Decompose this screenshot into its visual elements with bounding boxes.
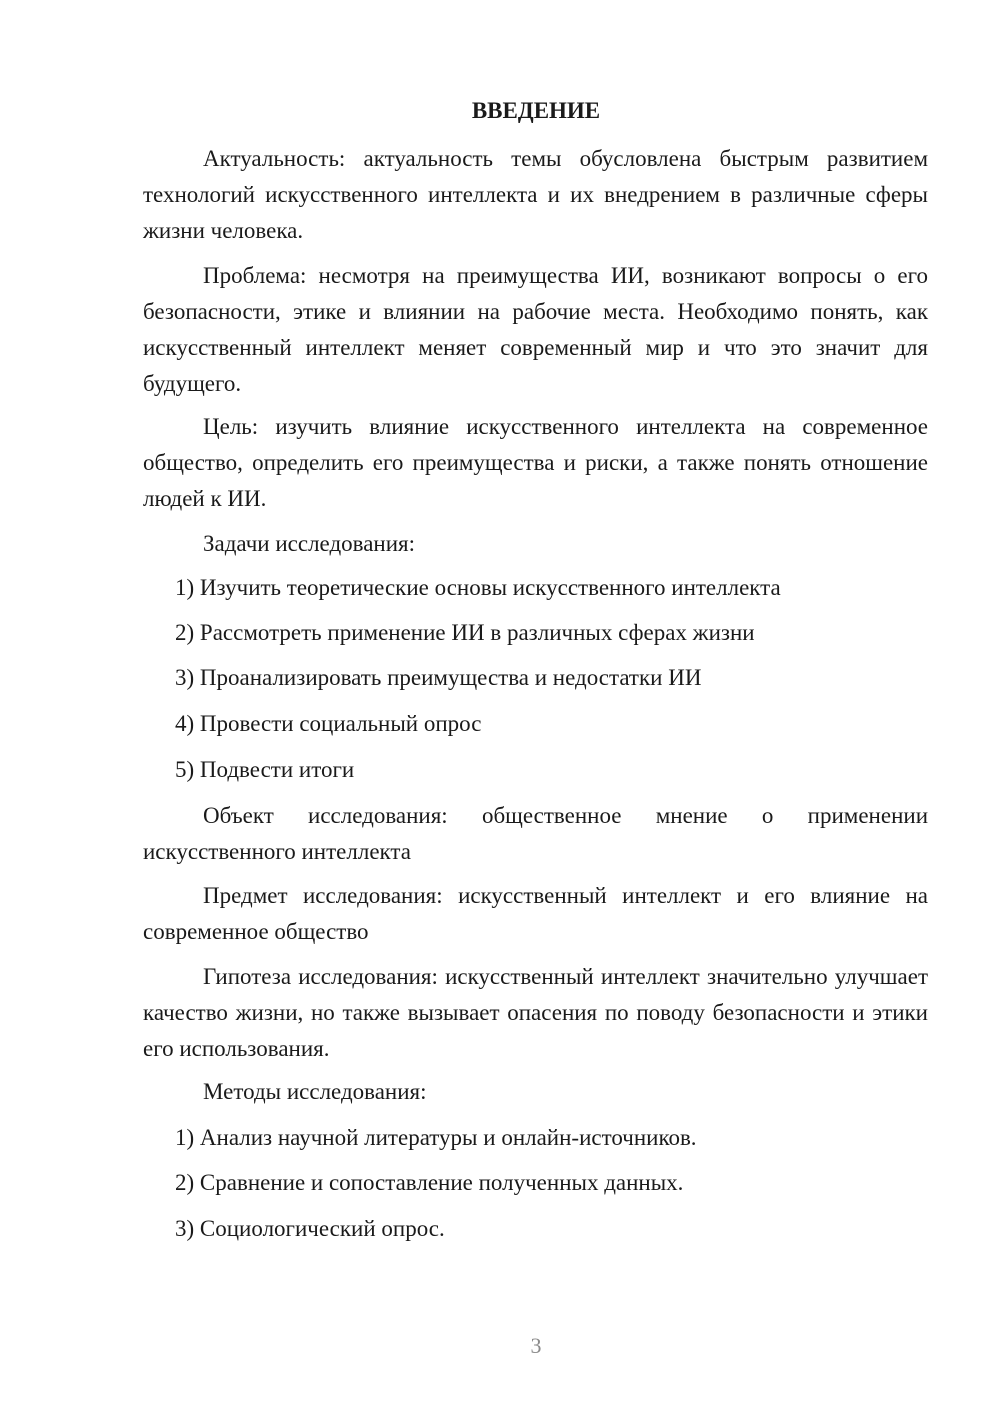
task-item: 2) Рассмотреть применение ИИ в различных сферах жизни [175, 620, 755, 645]
method-item: 3) Социологический опрос. [175, 1216, 445, 1241]
page-title: ВВЕДЕНИЕ [471, 98, 601, 123]
method-item: 1) Анализ научной литературы и онлайн-источников. [175, 1125, 697, 1150]
task-item: 4) Провести социальный опрос [175, 711, 482, 736]
paragraph-subject: Предмет исследования: искусственный интеллект и его влияние на современное общество [143, 883, 928, 944]
task-item: 5) Подвести итоги [175, 757, 355, 782]
paragraph-goal: Цель: изучить влияние искусственного интеллекта на современное общество, определить его преимущества и риски, а также понять отношение людей к ИИ. [143, 414, 928, 511]
tasks-heading: Задачи исследования: [203, 531, 416, 556]
methods-heading: Методы исследования: [203, 1079, 427, 1104]
method-item: 2) Сравнение и сопоставление полученных данных. [175, 1170, 684, 1195]
paragraph-relevance: Актуальность: актуальность темы обусловлена быстрым развитием технологий искусственного интеллекта и их внедрением в различные сферы жизни человека. [143, 146, 928, 243]
paragraph-object: Объект исследования: общественное мнение о применении искусственного интеллекта [143, 803, 928, 864]
paragraph-hypothesis: Гипотеза исследования: искусственный интеллект значительно улучшает качество жизни, но также вызывает опасения по поводу безопасности и этики его использования. [143, 964, 928, 1061]
task-item: 3) Проанализировать преимущества и недостатки ИИ [175, 665, 702, 690]
paragraph-problem: Проблема: несмотря на преимущества ИИ, возникают вопросы о его безопасности, этике и влиянии на рабочие места. Необходимо понять, как искусственный интеллект меняет современный мир и что это значит для будущего. [143, 263, 928, 396]
task-item: 1) Изучить теоретические основы искусственного интеллекта [175, 575, 781, 600]
page-number: 3 [530, 1333, 542, 1358]
